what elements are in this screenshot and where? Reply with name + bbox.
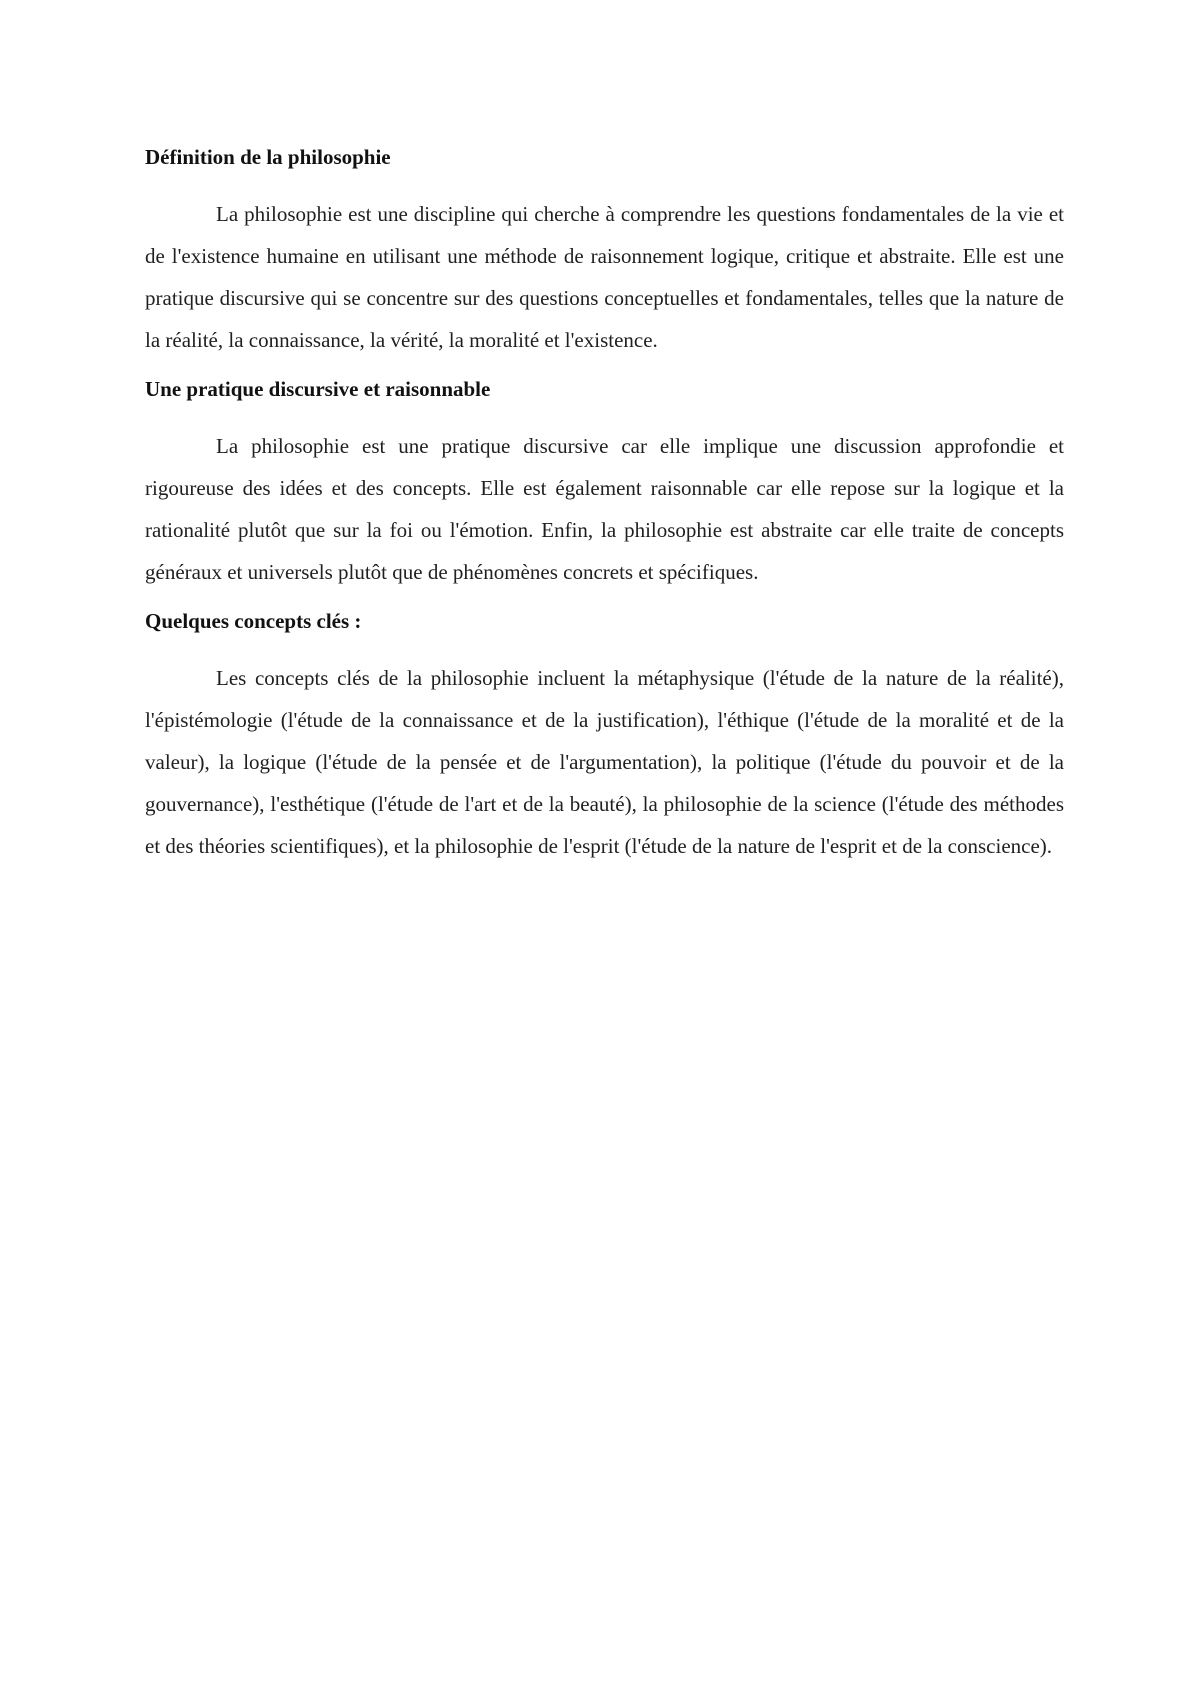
section-paragraph: Les concepts clés de la philosophie incluent la métaphysique (l'étude de la nature de la réalité), l'épistémologie (l'étude de la connaissance et de la justification), l'éthique (l'étude de la moralité et de la valeur), la logique (l'étude de la pensée et de l'argumentation), la politique (l'étude du pouvoir et de la gouvernance), l'esthétique (l'étude de l'art et de la beauté), la philosophie de la science (l'étude des méthodes et des théories scientifiques), et la philosophie de l'esprit (l'étude de la nature de l'esprit et de la conscience).	[145, 666, 1064, 858]
section-paragraph: La philosophie est une discipline qui cherche à comprendre les questions fondamentales de la vie et de l'existence humaine en utilisant une méthode de raisonnement logique, critique et abstraite. Elle est une pratique discursive qui se concentre sur des questions conceptuelles et fondamentales, telles que la nature de la réalité, la connaissance, la vérité, la moralité et l'existence.	[145, 202, 1064, 352]
section-concepts-cles	[145, 607, 1064, 867]
section-pratique-discursive	[145, 375, 1064, 593]
section-paragraph: La philosophie est une pratique discursive car elle implique une discussion approfondie et rigoureuse des idées et des concepts. Elle est également raisonnable car elle repose sur la logique et la rationalité plutôt que sur la foi ou l'émotion. Enfin, la philosophie est abstraite car elle traite de concepts généraux et universels plutôt que de phénomènes concrets et spécifiques.	[145, 434, 1064, 584]
section-heading: Une pratique discursive et raisonnable	[145, 377, 491, 401]
section-heading: Quelques concepts clés :	[145, 609, 362, 633]
section-heading: Définition de la philosophie	[145, 145, 391, 169]
section-definition	[145, 143, 1064, 361]
